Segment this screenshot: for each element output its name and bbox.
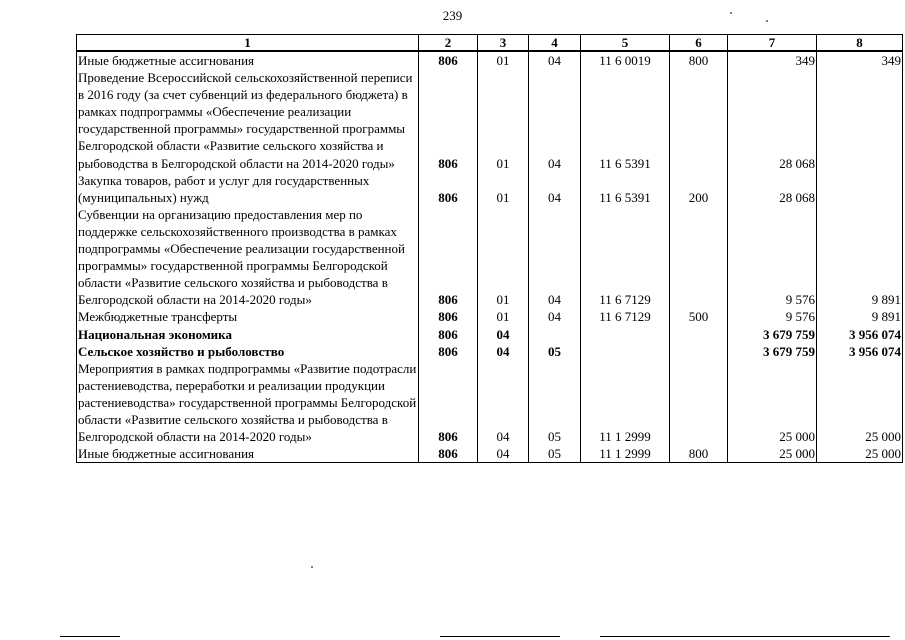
row-cell-c4: 04 [529,308,581,325]
table-row [77,69,903,172]
col-header-2: 2 [419,35,478,52]
row-cell-c6: 800 [670,51,728,69]
row-name-cell: Мероприятия в рамках подпрограммы «Развитие подотрасли растениеводства, переработки и реализации продукции растениеводства» государственной программы Белгородской области «Развитие сельского хозяйства и рыбоводства в Белгородской области на 2014-2020 годы» [77,360,419,445]
row-cell-c8: 25 000 [817,445,903,463]
row-cell-c6 [670,326,728,343]
scan-artifact [311,566,313,568]
row-cell-c8: 9 891 [817,206,903,309]
budget-table [76,34,903,463]
row-cell-c8: 3 956 074 [817,343,903,360]
row-cell-c5: 11 6 7129 [581,308,670,325]
table-row [77,326,903,343]
row-cell-c5: 11 6 0019 [581,51,670,69]
col-header-4: 4 [529,35,581,52]
scan-artifact [766,20,768,22]
row-cell-c7: 9 576 [728,206,817,309]
row-cell-c8 [817,69,903,172]
row-name-cell: Национальная экономика [77,326,419,343]
table-row [77,445,903,463]
row-name-cell: Субвенции на организацию предоставления мер по поддержке сельскохозяйственного производства в рамках подпрограммы «Обеспечение реализации государственной программы» государственной программы Белгородской области «Развитие сельского хозяйства и рыбоводства в Белгородской области на 2014-2020 годы» [77,206,419,309]
row-cell-c4: 04 [529,172,581,206]
row-name-cell: Иные бюджетные ассигнования [77,51,419,69]
row-cell-c5: 11 6 7129 [581,206,670,309]
row-cell-c4 [529,326,581,343]
row-cell-c2: 806 [419,51,478,69]
row-cell-c3: 01 [478,69,529,172]
col-header-1: 1 [77,35,419,52]
row-cell-c8: 9 891 [817,308,903,325]
row-cell-c3: 01 [478,172,529,206]
row-cell-c6: 200 [670,172,728,206]
col-header-7: 7 [728,35,817,52]
row-cell-c6 [670,360,728,445]
row-cell-c6 [670,343,728,360]
row-cell-c4: 05 [529,445,581,463]
row-cell-c7: 25 000 [728,360,817,445]
header-row [77,35,903,52]
row-name-cell: Проведение Всероссийской сельскохозяйственной переписи в 2016 году (за счет субвенций из федерального бюджета) в рамках подпрограммы «Обеспечение реализации государственной программы» государственной программы Белгородской области «Развитие сельского хозяйства и рыбоводства в Белгородской области на 2014-2020 годы» [77,69,419,172]
row-cell-c6: 800 [670,445,728,463]
row-cell-c5: 11 6 5391 [581,69,670,172]
scan-artifact [600,636,890,637]
row-cell-c2: 806 [419,172,478,206]
row-cell-c3: 04 [478,326,529,343]
row-cell-c4: 04 [529,51,581,69]
row-cell-c2: 806 [419,326,478,343]
row-cell-c2: 806 [419,308,478,325]
row-cell-c6 [670,69,728,172]
table-row [77,51,903,69]
col-header-6: 6 [670,35,728,52]
row-cell-c2: 806 [419,343,478,360]
row-cell-c7: 28 068 [728,69,817,172]
row-cell-c4: 04 [529,69,581,172]
row-cell-c8: 3 956 074 [817,326,903,343]
table-row [77,172,903,206]
scan-artifact [60,636,120,637]
row-cell-c4: 05 [529,360,581,445]
row-cell-c4: 04 [529,206,581,309]
row-cell-c5 [581,326,670,343]
row-cell-c7: 3 679 759 [728,343,817,360]
row-name-cell: Сельское хозяйство и рыболовство [77,343,419,360]
row-cell-c5: 11 1 2999 [581,445,670,463]
col-header-8: 8 [817,35,903,52]
row-cell-c6 [670,206,728,309]
row-cell-c8 [817,172,903,206]
table-row [77,206,903,309]
table-row [77,360,903,445]
col-header-3: 3 [478,35,529,52]
row-cell-c2: 806 [419,206,478,309]
row-name-cell: Закупка товаров, работ и услуг для государственных (муниципальных) нужд [77,172,419,206]
row-cell-c7: 9 576 [728,308,817,325]
row-name-cell: Иные бюджетные ассигнования [77,445,419,463]
row-cell-c3: 01 [478,206,529,309]
row-cell-c7: 349 [728,51,817,69]
row-cell-c3: 01 [478,308,529,325]
row-cell-c5: 11 6 5391 [581,172,670,206]
row-cell-c2: 806 [419,69,478,172]
row-cell-c5: 11 1 2999 [581,360,670,445]
scan-artifact [440,636,560,637]
col-header-5: 5 [581,35,670,52]
row-name-cell: Межбюджетные трансферты [77,308,419,325]
row-cell-c8: 25 000 [817,360,903,445]
row-cell-c5 [581,343,670,360]
row-cell-c7: 25 000 [728,445,817,463]
scan-artifact [730,12,732,14]
row-cell-c2: 806 [419,445,478,463]
row-cell-c6: 500 [670,308,728,325]
row-cell-c3: 01 [478,51,529,69]
row-cell-c3: 04 [478,360,529,445]
table-row [77,308,903,325]
row-cell-c3: 04 [478,445,529,463]
row-cell-c8: 349 [817,51,903,69]
row-cell-c3: 04 [478,343,529,360]
row-cell-c7: 28 068 [728,172,817,206]
table-row [77,343,903,360]
page-number: 239 [442,8,463,23]
row-cell-c2: 806 [419,360,478,445]
row-cell-c4: 05 [529,343,581,360]
row-cell-c7: 3 679 759 [728,326,817,343]
